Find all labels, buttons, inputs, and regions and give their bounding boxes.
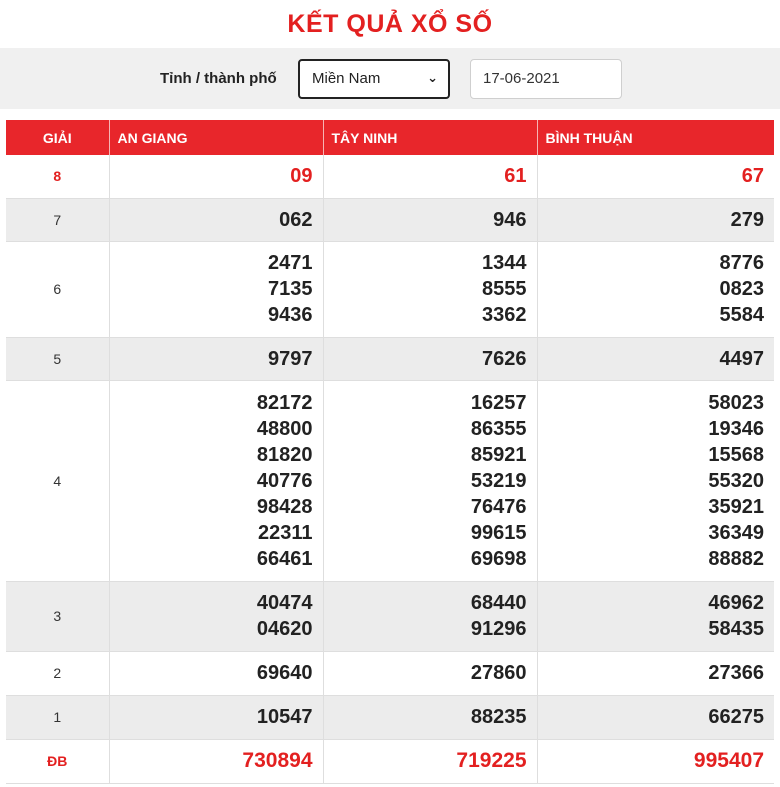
result-cell [323, 198, 537, 241]
result-number: 7626 [482, 347, 527, 370]
result-cell [109, 581, 323, 651]
result-number: 40776 [256, 469, 313, 492]
result-number: 946 [493, 208, 527, 231]
result-number: 36349 [708, 521, 764, 544]
table-row [6, 581, 774, 651]
date-input-value: 17-06-2021 [483, 70, 560, 87]
result-cell [323, 695, 537, 739]
result-number: 99615 [470, 521, 527, 544]
table-row [6, 651, 774, 695]
result-number: 9436 [268, 304, 313, 326]
table-row [6, 739, 774, 783]
result-number: 27366 [708, 662, 764, 684]
table-header-row [6, 120, 774, 155]
table-row [6, 380, 774, 581]
prize-label: 6 [6, 241, 109, 337]
prize-label: 7 [6, 198, 109, 241]
prize-label: 5 [6, 337, 109, 380]
result-cell [537, 337, 774, 380]
prize-label: ĐB [6, 739, 109, 783]
result-number: 48800 [256, 417, 313, 440]
result-number: 66461 [256, 547, 313, 570]
result-number: 8555 [482, 278, 527, 300]
result-number: 81820 [256, 443, 313, 466]
result-number: 5584 [719, 304, 764, 326]
result-number: 67 [741, 165, 764, 188]
result-number: 76476 [470, 495, 527, 518]
result-cell [323, 651, 537, 695]
result-number: 69698 [470, 547, 527, 570]
region-select-value: Miền Nam [312, 70, 381, 87]
table-row [6, 337, 774, 380]
result-cell [109, 380, 323, 581]
table-row [6, 241, 774, 337]
result-number: 27860 [470, 662, 527, 684]
result-cell [109, 739, 323, 783]
result-number: 8776 [719, 252, 764, 274]
result-cell [323, 380, 537, 581]
result-cell [323, 155, 537, 198]
result-number: 82172 [256, 391, 313, 414]
result-number: 86355 [470, 417, 527, 440]
result-number: 2471 [268, 252, 313, 274]
result-number: 69640 [256, 662, 313, 684]
result-cell [323, 337, 537, 380]
filter-bar [0, 48, 780, 109]
result-cell [323, 241, 537, 337]
result-number: 15568 [708, 443, 764, 466]
result-cell [109, 337, 323, 380]
result-number: 279 [730, 208, 764, 231]
result-number: 4497 [719, 347, 764, 370]
table-row [6, 198, 774, 241]
result-cell [109, 651, 323, 695]
result-cell [537, 695, 774, 739]
result-number: 98428 [256, 495, 313, 518]
result-number: 0823 [719, 278, 764, 300]
result-cell [109, 695, 323, 739]
prize-label: 3 [6, 581, 109, 651]
result-number: 68440 [470, 592, 527, 614]
result-number: 53219 [470, 469, 527, 492]
result-cell [537, 651, 774, 695]
result-number: 61 [504, 165, 527, 188]
result-cell [537, 581, 774, 651]
result-number: 062 [279, 208, 313, 231]
result-number: 91296 [470, 618, 527, 640]
result-cell [109, 198, 323, 241]
result-number: 58435 [708, 618, 764, 640]
result-cell [109, 155, 323, 198]
result-cell [537, 241, 774, 337]
province-label: Tỉnh / thành phố [160, 70, 277, 87]
table-row [6, 155, 774, 198]
header-an-giang: AN GIANG [109, 120, 323, 155]
result-number: 58023 [708, 391, 764, 414]
result-cell [537, 155, 774, 198]
result-cell [537, 739, 774, 783]
date-input[interactable] [470, 59, 622, 99]
result-number: 7135 [268, 278, 313, 300]
result-number: 85921 [470, 443, 527, 466]
result-number: 04620 [256, 618, 313, 640]
result-cell [537, 380, 774, 581]
prize-label: 8 [6, 155, 109, 198]
result-number: 88235 [470, 706, 527, 728]
prize-label: 1 [6, 695, 109, 739]
result-number: 22311 [257, 521, 313, 544]
result-number: 35921 [708, 495, 764, 518]
chevron-down-icon: ⌄ [427, 69, 438, 85]
header-giai: GIẢI [6, 120, 109, 155]
result-number: 16257 [470, 391, 527, 414]
result-cell [323, 739, 537, 783]
result-number: 10547 [256, 706, 313, 728]
results-table [6, 120, 774, 784]
result-number: 719225 [456, 749, 527, 772]
result-number: 995407 [693, 749, 764, 772]
result-cell [323, 581, 537, 651]
result-number: 1344 [482, 252, 527, 274]
result-cell [537, 198, 774, 241]
result-number: 19346 [708, 417, 764, 440]
prize-label: 2 [6, 651, 109, 695]
prize-label: 4 [6, 380, 109, 581]
header-binh-thuan: BÌNH THUẬN [537, 120, 774, 155]
result-number: 3362 [482, 304, 527, 326]
result-number: 9797 [268, 347, 313, 370]
result-number: 55320 [708, 469, 764, 492]
page-title: KẾT QUẢ XỔ SỐ [287, 9, 493, 38]
result-number: 46962 [708, 592, 764, 614]
header-tay-ninh: TÂY NINH [323, 120, 537, 155]
result-number: 66275 [708, 706, 764, 728]
result-number: 40474 [256, 592, 313, 614]
result-cell [109, 241, 323, 337]
result-number: 730894 [242, 749, 313, 772]
table-row [6, 695, 774, 739]
result-number: 88882 [708, 547, 764, 570]
result-number: 09 [290, 165, 313, 188]
region-select[interactable] [298, 59, 450, 99]
